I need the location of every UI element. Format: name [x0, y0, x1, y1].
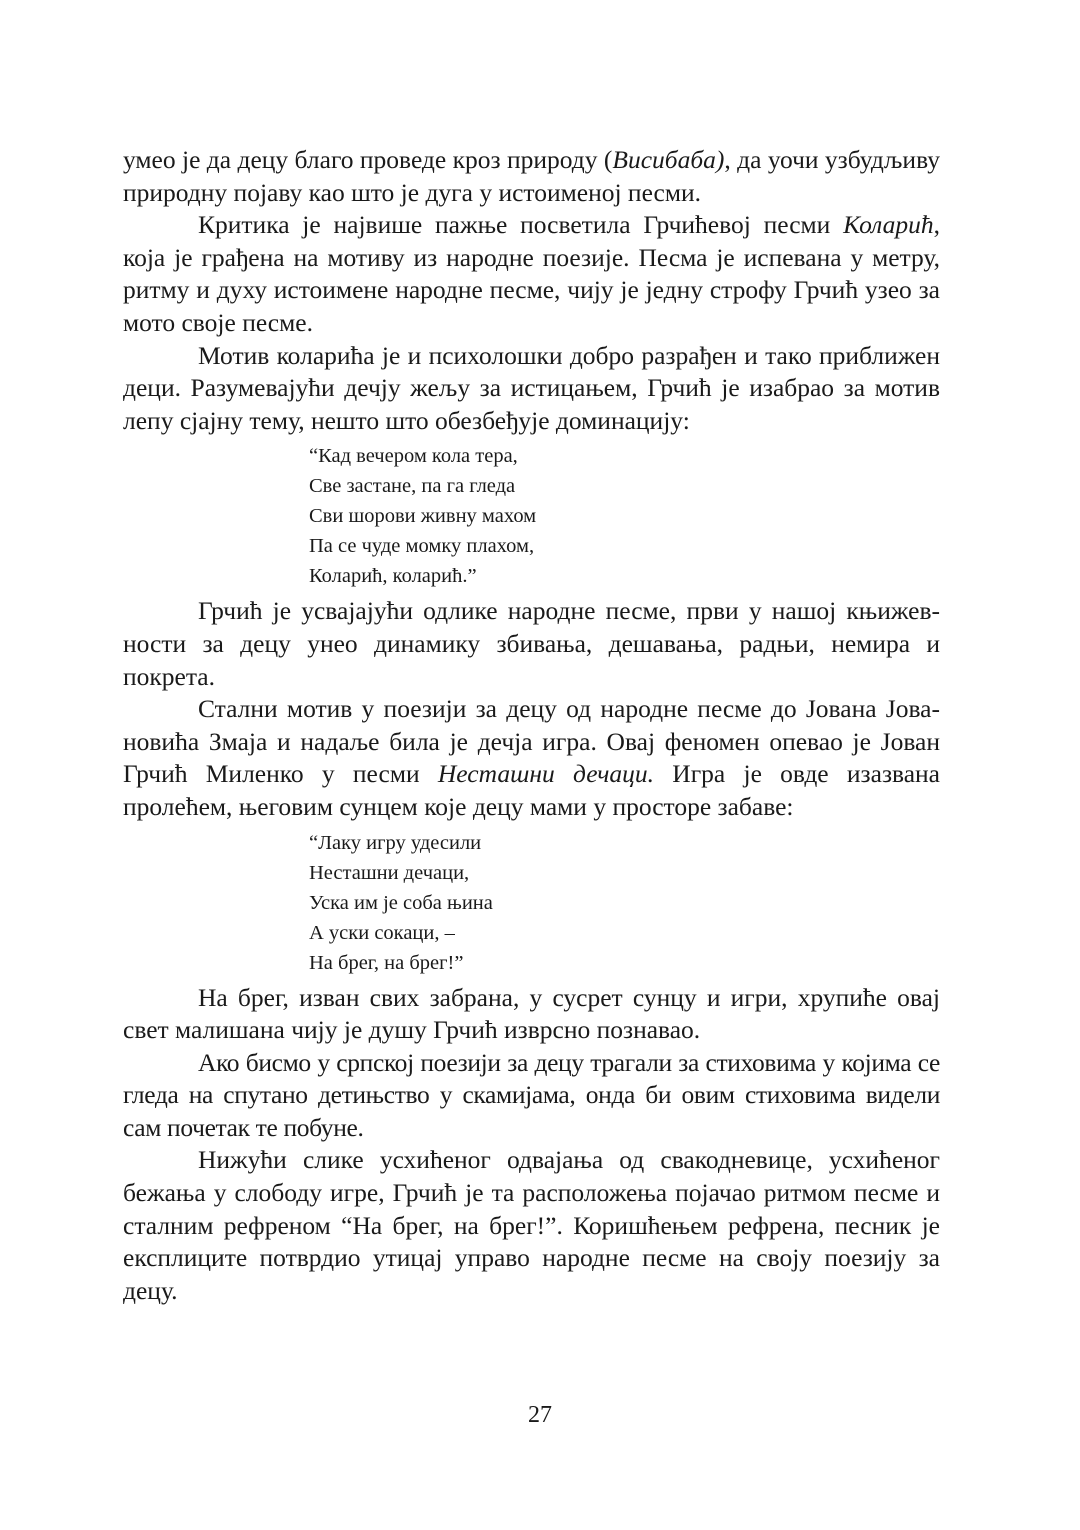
- page-number: 27: [528, 1402, 552, 1428]
- verse-line: Сви шорови живну махом: [309, 505, 537, 528]
- verse-line: Па се чуде момку плахом,: [309, 535, 535, 558]
- verse-line: “Лаку игру удесили: [309, 831, 482, 854]
- paragraph-3: Мотив коларића је и психолошки добро разрађен и тако приближен деци. Разумевајући дечју жељу за истицањем, Грчић је изабрао за мотив лепу сјајну тему, нешто што обезбеђује доминацију:: [123, 340, 940, 435]
- verse-line: “Кад вечером кола тера,: [309, 445, 518, 468]
- poem-title-visibaba: Висибаба): [612, 145, 725, 174]
- verse-line: Коларић, коларић.”: [309, 565, 477, 588]
- paragraph-4: Грчић је усвајајући одлике народне песме, први у нашој књижевности за децу унео динамику збивања, дешавања, радњи, немира и покрета.: [123, 596, 940, 691]
- paragraph-5: Стални мотив у поезији за децу од народне песме до Јована Јовановића Змаја и надаље била је дечја игра. Овај феномен опевао је Јован Грчић Миленко у песми Несташни дечаци. Игра је овде изазвана пролећем, његовим сунцем које децу мами у просторе забаве:: [123, 694, 941, 821]
- body-text: [123, 144, 940, 1307]
- paragraph-6: На брег, изван свих забрана, у сусрет сунцу и игри, хрупиће овај свет малишана чију је душу Грчић изврсно познавао.: [123, 982, 940, 1045]
- poem-title-kolaric: Коларић: [843, 210, 934, 240]
- paragraph-8: Нижући слике усхићеног одвајања од свакодневице, усхићеног бежања у слободу игре, Грчић је та расположења појачао ритмом песме и сталним рефреном “На брег, на брег!”. Коришћењем рефрена, песник је експлиците потврдио утицај управо народне песме на своју поезију за децу.: [123, 1145, 940, 1305]
- verse-line: А уски сокаци, –: [309, 921, 455, 944]
- verse-kolaric: [309, 441, 940, 591]
- verse-line: Уска им је соба њина: [309, 891, 493, 914]
- paragraph-2: Критика је највише пажње посветила Грчићевој песми Коларић, која је грађена на мотиву из народне поезије. Песма је испевана у метру, ритму и духу истоимене народне песме, чију је једну строфу Грчић узео за мото своје песме.: [123, 210, 940, 337]
- verse-line: На брег, на брег!”: [309, 951, 464, 974]
- poem-title-nestashni-dechaci: Несташни дечаци.: [437, 759, 654, 789]
- verse-nestashni-dechaci: [309, 828, 940, 978]
- paragraph-7: Ако бисмо у српској поезији за децу трагали за стиховима у којима се гледа на спутано детињство у скамијама, онда би овим стиховима видели сам почетак те побуне.: [123, 1047, 940, 1142]
- verse-line: Несташни дечаци,: [309, 861, 470, 884]
- paragraph-1: умео је да децу благо проведе кроз природу (Висибаба), да уочи узбудљиву природну појаву као што је дуга у истоименој песми.: [123, 145, 940, 207]
- verse-line: Све застане, па га гледа: [309, 475, 516, 498]
